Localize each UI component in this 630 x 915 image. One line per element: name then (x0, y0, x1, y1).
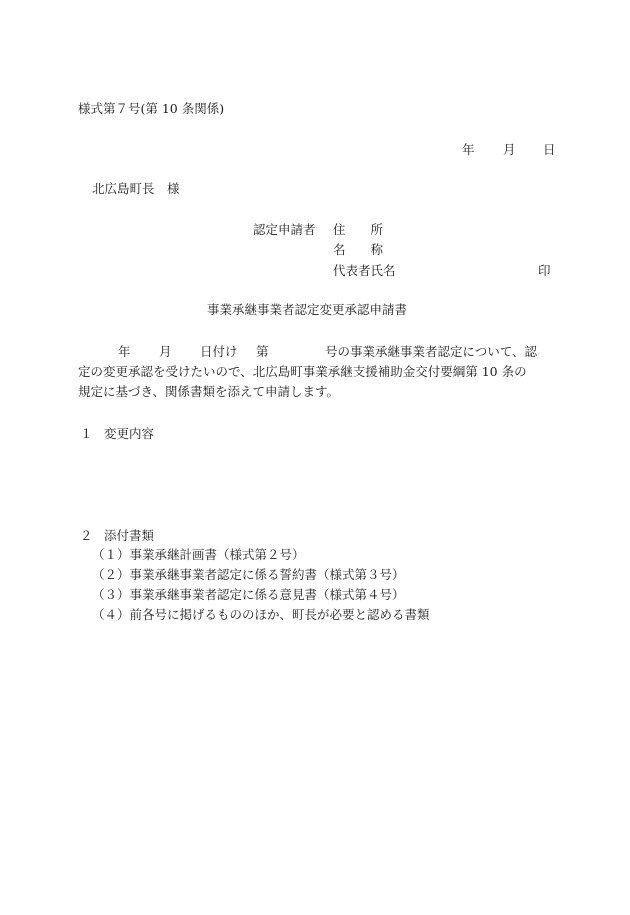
attachment-item: （２）事業承継事業者認定に係る誓約書（様式第３号） (92, 567, 405, 582)
date-day-label: 日 (543, 142, 556, 157)
date-month-label: 月 (503, 142, 516, 157)
body-line-3: 規定に基づき、関係書類を添えて申請します。 (78, 384, 340, 399)
attachment-item: （３）事業承継事業者認定に係る意見書（様式第４号） (92, 587, 405, 602)
section-2-title: 添付書類 (104, 528, 155, 543)
name-label: 名 称 (333, 242, 384, 257)
date-year-label: 年 (462, 142, 475, 157)
body-line-1-rest: 号の事業承継事業者認定について、認 (325, 344, 538, 359)
applicant-label: 認定申請者 (253, 222, 316, 237)
body-year-label: 年 (118, 344, 131, 359)
addressee: 北広島町長 様 (92, 181, 180, 196)
attachment-item: （４）前各号に掲げるもののほか、町長が必要と認める書類 (92, 607, 430, 622)
body-line-2: 定の変更承認を受けたいので、北広島町事業承継支援補助金交付要綱第 10 条の (78, 364, 527, 379)
section-2-number: ２ (80, 528, 93, 543)
body-number-prefix: 第 (256, 344, 269, 359)
body-dated-label: 日付け (200, 344, 238, 359)
representative-label: 代表者氏名 (333, 263, 396, 278)
attachment-item: （１）事業承継計画書（様式第２号） (92, 547, 305, 562)
body-month-label: 月 (159, 344, 172, 359)
section-1-number: １ (80, 426, 93, 441)
seal-mark: 印 (538, 263, 551, 278)
section-1-title: 変更内容 (104, 426, 155, 441)
address-label: 住 所 (333, 222, 384, 237)
document-title: 事業承継事業者認定変更承認申請書 (207, 302, 408, 317)
form-number: 様式第７号(第 10 条関係) (78, 101, 225, 116)
